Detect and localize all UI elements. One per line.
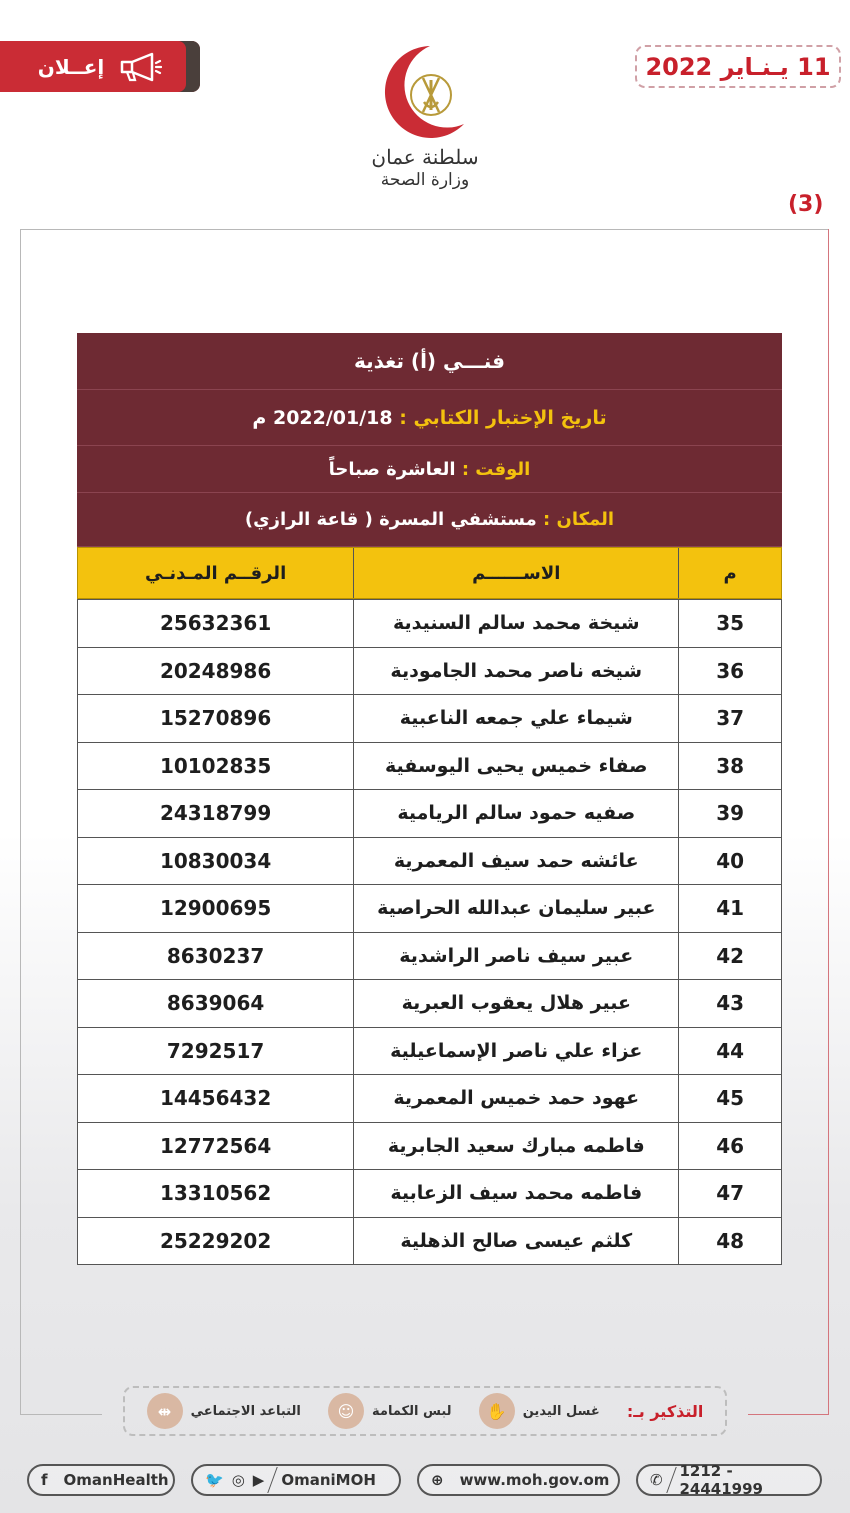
- logo-text-ministry: وزارة الصحة: [380, 170, 470, 190]
- civil-number-cell: 15270896: [78, 695, 354, 742]
- table-row: [78, 647, 781, 695]
- number-cell: 39: [716, 801, 745, 826]
- civil-number-cell: 10102835: [78, 743, 354, 790]
- exam-title-row: [77, 333, 782, 390]
- footer-facebook[interactable]: [27, 1464, 175, 1496]
- social-distancing-icon: ⇹: [147, 1393, 183, 1429]
- number-cell: 40: [716, 848, 745, 873]
- number-cell: 42: [716, 943, 745, 968]
- divider: [268, 1467, 278, 1493]
- number-cell: 43: [716, 991, 745, 1016]
- table-row: [78, 1074, 781, 1122]
- announcement-tab: [0, 41, 200, 92]
- exam-time-value: العاشرة صباحاً: [328, 458, 456, 480]
- oman-emblem-icon: [360, 40, 490, 145]
- footer-website[interactable]: [417, 1464, 620, 1496]
- table-row: [78, 1217, 781, 1265]
- divider: [447, 1467, 456, 1493]
- exam-date-label: تاريخ الإختبار الكتابي :: [399, 406, 607, 429]
- number-cell: 45: [716, 1086, 745, 1111]
- column-header-name: الاســــــم: [354, 548, 679, 598]
- number-cell: 41: [716, 896, 745, 921]
- divider: [666, 1467, 676, 1493]
- footer-phone[interactable]: [636, 1464, 822, 1496]
- table-header: [77, 547, 782, 599]
- page-number: (3): [788, 192, 824, 217]
- name-cell: عبير سيف ناصر الراشدية: [354, 933, 679, 980]
- frame-right-line: [828, 229, 829, 1415]
- civil-number-cell: 14456432: [78, 1075, 354, 1122]
- civil-number-cell: 20248986: [78, 648, 354, 695]
- hand-washing-icon: ✋: [479, 1393, 515, 1429]
- name-cell: صفيه حمود سالم الريامية: [354, 790, 679, 837]
- exam-title: فنـــي (أ) تغذية: [353, 349, 506, 373]
- exam-date-row: [77, 390, 782, 446]
- exam-time-row: [77, 446, 782, 493]
- number-cell: 44: [716, 1038, 745, 1063]
- globe-icon: ⊕: [431, 1471, 444, 1489]
- exam-place-row: [77, 493, 782, 547]
- civil-number-cell: 12900695: [78, 885, 354, 932]
- reminder-mask: [328, 1393, 452, 1429]
- website-url: www.moh.gov.om: [459, 1471, 610, 1489]
- table-row: [78, 932, 781, 980]
- number-cell: 48: [716, 1228, 745, 1253]
- name-cell: عهود حمد خميس المعمرية: [354, 1075, 679, 1122]
- civil-number-cell: 8639064: [78, 980, 354, 1027]
- name-cell: عبير هلال يعقوب العبرية: [354, 980, 679, 1027]
- social-handle: OmaniMOH: [281, 1471, 376, 1489]
- phone-icon: ✆: [650, 1471, 663, 1489]
- name-cell: شيخه ناصر محمد الجامودية: [354, 648, 679, 695]
- number-cell: 46: [716, 1133, 745, 1158]
- table-row: [78, 789, 781, 837]
- reminder-bar: [123, 1386, 727, 1436]
- table-row: [78, 1122, 781, 1170]
- number-cell: 47: [716, 1181, 745, 1206]
- table-row: [78, 694, 781, 742]
- results-table: [77, 333, 782, 1265]
- footer-social[interactable]: [191, 1464, 401, 1496]
- table-row: [78, 599, 781, 647]
- date-badge: 11 يـنـاير 2022: [635, 45, 841, 88]
- name-cell: عزاء علي ناصر الإسماعيلية: [354, 1028, 679, 1075]
- civil-number-cell: 10830034: [78, 838, 354, 885]
- civil-number-cell: 7292517: [78, 1028, 354, 1075]
- number-cell: 35: [716, 611, 745, 636]
- announcement-label: إعــلان: [37, 54, 105, 79]
- column-header-number: م: [723, 562, 737, 584]
- reminder-hand-washing: [479, 1393, 600, 1429]
- column-header-civil-number: الرقــم المـدنـي: [78, 548, 354, 598]
- frame-top-line: [20, 229, 828, 230]
- table-row: [78, 837, 781, 885]
- civil-number-cell: 24318799: [78, 790, 354, 837]
- name-cell: كلثم عيسى صالح الذهلية: [354, 1218, 679, 1265]
- civil-number-cell: 12772564: [78, 1123, 354, 1170]
- exam-place-value: مستشفي المسرة ( قاعة الرازي): [244, 509, 537, 530]
- ministry-logo: [360, 40, 490, 195]
- exam-place-label: المكان :: [543, 509, 615, 530]
- youtube-icon: ▶: [252, 1471, 265, 1489]
- number-cell: 38: [716, 753, 745, 778]
- table-row: [78, 1027, 781, 1075]
- facebook-icon: f: [41, 1471, 48, 1489]
- number-cell: 36: [716, 658, 745, 683]
- name-cell: شيماء علي جمعه الناعبية: [354, 695, 679, 742]
- frame-left-line: [20, 229, 21, 1415]
- table-body: [77, 599, 782, 1265]
- twitter-icon: 🐦: [205, 1471, 224, 1489]
- civil-number-cell: 13310562: [78, 1170, 354, 1217]
- instagram-icon: ◎: [231, 1471, 245, 1489]
- name-cell: صفاء خميس يحيى اليوسفية: [354, 743, 679, 790]
- table-row: [78, 979, 781, 1027]
- facebook-handle: OmanHealth: [63, 1471, 169, 1489]
- divider: [51, 1467, 60, 1493]
- civil-number-cell: 25229202: [78, 1218, 354, 1265]
- reminder-distancing-label: التباعد الاجتماعي: [190, 1403, 301, 1419]
- table-row: [78, 884, 781, 932]
- exam-time-label: الوقت :: [461, 458, 531, 480]
- megaphone-icon: [118, 51, 162, 83]
- civil-number-cell: 8630237: [78, 933, 354, 980]
- table-row: [78, 1169, 781, 1217]
- frame-bottom-left-line: [20, 1414, 102, 1415]
- name-cell: فاطمه مبارك سعيد الجابرية: [354, 1123, 679, 1170]
- reminder-mask-label: لبس الكمامة: [372, 1403, 452, 1419]
- table-row: [78, 742, 781, 790]
- frame-bottom-right-line: [748, 1414, 829, 1415]
- exam-date-value: 2022/01/18 م: [252, 406, 393, 429]
- civil-number-cell: 25632361: [78, 600, 354, 647]
- name-cell: عبير سليمان عبدالله الحراصية: [354, 885, 679, 932]
- logo-text-sultanate: سلطنة عمان: [371, 145, 479, 169]
- face-mask-icon: ☺: [328, 1393, 364, 1429]
- number-cell: 37: [716, 706, 745, 731]
- name-cell: فاطمه محمد سيف الزعابية: [354, 1170, 679, 1217]
- phone-number: 1212 - 24441999: [679, 1462, 763, 1498]
- reminder-hand-washing-label: غسل اليدين: [522, 1403, 600, 1419]
- reminder-distancing: [147, 1393, 301, 1429]
- reminder-title: التذكير بـ:: [626, 1401, 704, 1421]
- name-cell: شيخة محمد سالم السنيدية: [354, 600, 679, 647]
- name-cell: عائشه حمد سيف المعمرية: [354, 838, 679, 885]
